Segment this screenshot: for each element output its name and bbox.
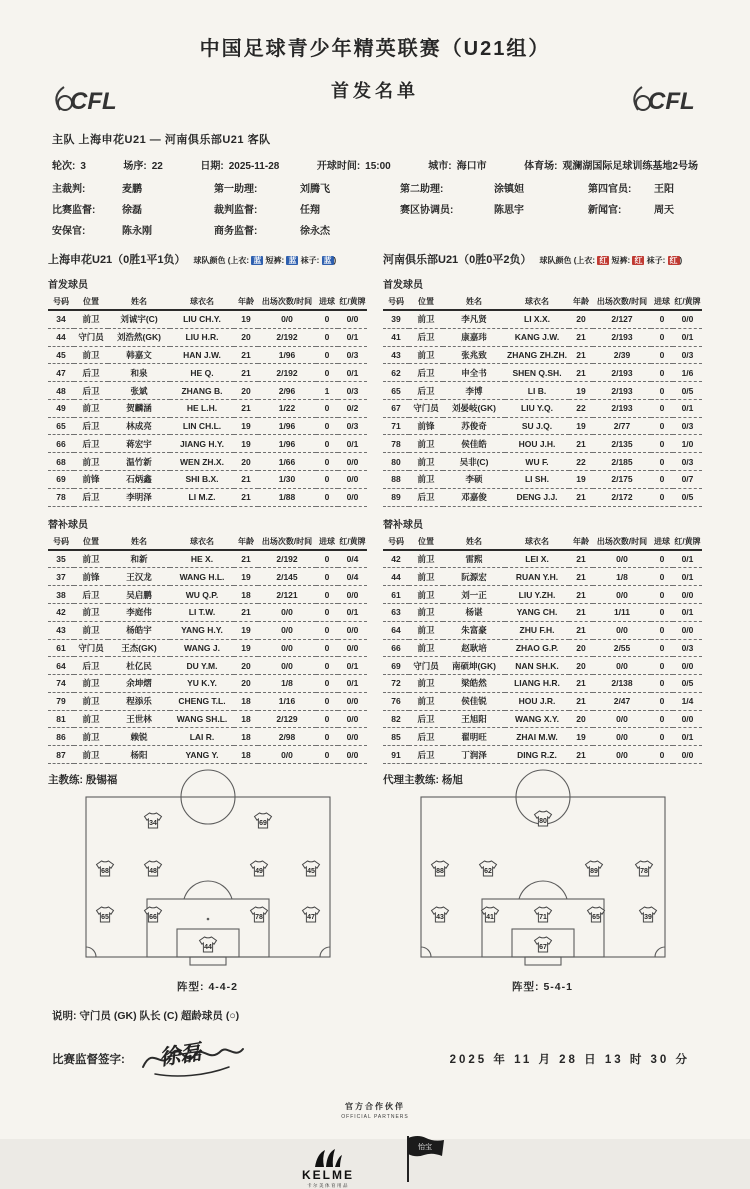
player-row: 41 后卫 康嘉玮 KANG J.W. 21 2/193 0 0/1 bbox=[383, 328, 702, 346]
formation-label: 阵型: bbox=[177, 980, 205, 993]
column-header: 位置 bbox=[409, 534, 443, 550]
officials-grid bbox=[52, 180, 698, 237]
svg-text:43: 43 bbox=[435, 914, 444, 922]
player-jersey bbox=[587, 907, 604, 922]
player-row: 34 前卫 刘诚宇(C) LIU CH.Y. 19 0/0 0 0/0 bbox=[48, 310, 367, 328]
player-jersey bbox=[302, 907, 319, 922]
logo-text: CFL bbox=[648, 88, 695, 115]
player-row: 37 前锋 王汉龙 WANG H.L. 19 2/145 0 0/4 bbox=[48, 568, 367, 586]
team-color-chip: 红 bbox=[599, 256, 608, 265]
official-label: 赛区协调员: bbox=[400, 205, 454, 216]
official-name: 刘腾飞 bbox=[300, 184, 330, 195]
svg-text:41: 41 bbox=[485, 914, 494, 922]
team-color-chip: 蓝 bbox=[253, 256, 262, 265]
column-header: 姓名 bbox=[443, 294, 505, 310]
column-header: 球衣名 bbox=[170, 294, 234, 310]
player-jersey bbox=[302, 861, 319, 876]
column-header: 球衣名 bbox=[170, 534, 234, 550]
player-row: 49 前卫 贺麟涵 HE L.H. 21 1/22 0 0/2 bbox=[48, 399, 367, 417]
team-color-chip: 红 bbox=[634, 256, 643, 265]
team-color-chip: 蓝 bbox=[288, 256, 297, 265]
official-label: 主裁判: bbox=[52, 184, 86, 195]
official-label: 安保官: bbox=[52, 226, 86, 237]
svg-text:71: 71 bbox=[538, 914, 547, 922]
away-formation-pitch bbox=[418, 795, 668, 973]
teams-section bbox=[48, 251, 702, 994]
player-jersey bbox=[96, 861, 113, 876]
official-name: 徐永杰 bbox=[300, 226, 330, 237]
flag-logo bbox=[402, 1134, 448, 1189]
svg-text:89: 89 bbox=[589, 868, 598, 876]
official-label: 第一助理: bbox=[214, 184, 258, 195]
player-row: 67 守门员 刘晏岐(GK) LIU Y.Q. 22 2/193 0 0/1 bbox=[383, 399, 702, 417]
player-jersey bbox=[199, 937, 216, 952]
column-header: 出场次数/时间 bbox=[593, 294, 651, 310]
logo-text: CFL bbox=[70, 88, 117, 115]
signature-name: 徐磊 bbox=[157, 1038, 203, 1071]
info-item: 开球时间: 15:00 bbox=[316, 161, 391, 172]
away-starters-table bbox=[383, 294, 702, 507]
info-item: 轮次: 3 bbox=[52, 161, 86, 172]
column-header: 姓名 bbox=[108, 294, 170, 310]
svg-text:44: 44 bbox=[203, 944, 212, 952]
svg-text:88: 88 bbox=[435, 868, 444, 876]
signature-label: 比赛监督签字: bbox=[52, 1053, 125, 1066]
player-row: 43 前卫 张兆致 ZHANG ZH.ZH. 21 2/39 0 0/3 bbox=[383, 346, 702, 364]
column-header: 出场次数/时间 bbox=[258, 534, 316, 550]
svg-text:78: 78 bbox=[254, 914, 263, 922]
player-row: 65 后卫 李博 LI B. 19 2/193 0 0/5 bbox=[383, 382, 702, 400]
flag-text: 怡宝 bbox=[418, 1143, 432, 1151]
player-row: 45 前卫 韩嘉文 HAN J.W. 21 1/96 0 0/3 bbox=[48, 346, 367, 364]
away-team-colors: 球队颜色 (上衣: 红 短裤: 红 袜子: 红 ) bbox=[539, 256, 683, 265]
svg-text:48: 48 bbox=[148, 868, 157, 876]
player-row: 78 前卫 侯佳皓 HOU J.H. 21 2/135 0 1/0 bbox=[383, 435, 702, 453]
player-jersey bbox=[481, 907, 498, 922]
partners-section bbox=[0, 1101, 750, 1189]
svg-text:39: 39 bbox=[643, 914, 652, 922]
column-header: 球衣名 bbox=[505, 534, 569, 550]
home-formation-caption bbox=[177, 979, 238, 994]
partners-label: 官方合作伙伴 bbox=[345, 1101, 405, 1111]
player-jersey bbox=[96, 907, 113, 922]
column-header: 出场次数/时间 bbox=[593, 534, 651, 550]
page-title: 中国足球青少年精英联赛（U21组） bbox=[199, 38, 551, 60]
player-row: 38 后卫 吴启鹏 WU Q.P. 18 2/121 0 0/0 bbox=[48, 586, 367, 604]
official-name: 麦鹏 bbox=[122, 184, 142, 195]
kelme-name: KELME bbox=[302, 1167, 354, 1182]
official-name: 任翔 bbox=[300, 205, 320, 216]
svg-text:66: 66 bbox=[148, 914, 157, 922]
column-header: 姓名 bbox=[108, 534, 170, 550]
svg-text:67: 67 bbox=[538, 944, 547, 952]
formation-label: 阵型: bbox=[512, 980, 540, 993]
kelme-logo bbox=[302, 1148, 354, 1189]
player-row: 79 前卫 程添乐 CHENG T.L. 18 1/16 0 0/0 bbox=[48, 692, 367, 710]
away-team-name: 河南俱乐部U21（0胜0平2负） bbox=[383, 254, 532, 266]
player-row: 62 后卫 申全书 SHEN Q.SH. 21 2/193 0 1/6 bbox=[383, 364, 702, 382]
away-coach-line bbox=[383, 772, 702, 787]
info-item: 体育场: 观澜湖国际足球训练基地2号场 bbox=[524, 161, 698, 172]
home-subs-table bbox=[48, 534, 367, 764]
column-header: 位置 bbox=[74, 294, 108, 310]
player-row: 87 前卫 杨阳 YANG Y. 18 0/0 0 0/0 bbox=[48, 746, 367, 764]
kelme-subtext: 卡尔美体育用品 bbox=[307, 1182, 349, 1188]
home-formation-pitch bbox=[83, 795, 333, 973]
column-header: 号码 bbox=[48, 294, 74, 310]
official-name: 王阳 bbox=[654, 184, 674, 195]
player-jersey bbox=[254, 813, 271, 828]
away-starters-label: 首发球员 bbox=[383, 280, 423, 291]
player-row: 89 后卫 邓嘉俊 DENG J.J. 21 2/172 0 0/5 bbox=[383, 488, 702, 506]
info-item: 场序: 22 bbox=[123, 161, 163, 172]
player-row: 48 后卫 张斌 ZHANG B. 20 2/96 1 0/3 bbox=[48, 382, 367, 400]
home-coach-line bbox=[48, 772, 367, 787]
column-header: 号码 bbox=[48, 534, 74, 550]
column-header: 进球 bbox=[316, 534, 338, 550]
kelme-claw-icon bbox=[313, 1148, 343, 1168]
official-name: 陈思宇 bbox=[494, 205, 524, 216]
home-formation-value: 4-4-2 bbox=[208, 980, 238, 993]
player-jersey bbox=[431, 861, 448, 876]
official-label: 第四官员: bbox=[588, 184, 632, 195]
cfl-logo-left bbox=[50, 76, 122, 127]
player-row: 71 前锋 苏俊奇 SU J.Q. 19 2/77 0 0/3 bbox=[383, 417, 702, 435]
supervisor-signature bbox=[133, 1037, 253, 1081]
away-subs-label: 替补球员 bbox=[383, 519, 423, 531]
player-jersey bbox=[144, 813, 161, 828]
home-formation-players bbox=[96, 813, 319, 952]
svg-text:34: 34 bbox=[148, 820, 157, 828]
cfl-logo-right bbox=[628, 76, 700, 127]
partners-label-en: OFFICIAL PARTNERS bbox=[341, 1113, 409, 1120]
official-name: 陈永刚 bbox=[122, 226, 152, 237]
column-header: 进球 bbox=[316, 294, 338, 310]
away-coach-label: 代理主教练: bbox=[383, 773, 439, 786]
away-formation-caption bbox=[512, 979, 573, 994]
player-row: 65 后卫 林成亮 LIN CH.L. 19 1/96 0 0/3 bbox=[48, 417, 367, 435]
column-header: 年龄 bbox=[234, 294, 258, 310]
home-coach-label: 主教练: bbox=[48, 773, 83, 786]
official-label: 裁判监督: bbox=[214, 205, 258, 216]
column-header: 姓名 bbox=[443, 534, 505, 550]
player-jersey bbox=[250, 907, 267, 922]
away-team-section bbox=[383, 251, 702, 994]
matchup-line: 主队 上海申花U21 — 河南俱乐部U21 客队 bbox=[52, 134, 271, 146]
team-color-chip: 红 bbox=[669, 256, 678, 265]
column-header: 红/黄牌 bbox=[673, 534, 702, 550]
svg-text:49: 49 bbox=[254, 868, 263, 876]
column-header: 号码 bbox=[383, 294, 409, 310]
player-row: 81 前卫 王世林 WANG SH.L. 18 2/129 0 0/0 bbox=[48, 710, 367, 728]
column-header: 红/黄牌 bbox=[673, 294, 702, 310]
player-row: 42 前卫 雷熙 LEI X. 21 0/0 0 0/1 bbox=[383, 550, 702, 568]
match-info-row bbox=[52, 157, 698, 172]
player-row: 82 后卫 王旭阳 WANG X.Y. 20 0/0 0 0/0 bbox=[383, 710, 702, 728]
player-jersey bbox=[585, 861, 602, 876]
home-team-colors: 球队颜色 (上衣: 蓝 短裤: 蓝 袜子: 蓝 ) bbox=[193, 256, 337, 265]
match-datetime: 2025 年 11 月 28 日 13 时 30 分 bbox=[449, 1053, 690, 1066]
player-row: 78 后卫 李明泽 LI M.Z. 21 1/88 0 0/0 bbox=[48, 488, 367, 506]
player-row: 74 前卫 余坤熠 YU K.Y. 20 1/8 0 0/1 bbox=[48, 675, 367, 693]
player-row: 88 前卫 李硕 LI SH. 19 2/175 0 0/7 bbox=[383, 471, 702, 489]
column-header: 进球 bbox=[651, 294, 673, 310]
player-row: 35 前卫 和新 HE X. 21 2/192 0 0/4 bbox=[48, 550, 367, 568]
column-header: 出场次数/时间 bbox=[258, 294, 316, 310]
home-team-name: 上海申花U21（0胜1平1负） bbox=[48, 254, 186, 266]
player-row: 47 后卫 和泉 HE Q. 21 2/192 0 0/1 bbox=[48, 364, 367, 382]
player-row: 91 后卫 丁润泽 DING R.Z. 21 0/0 0 0/0 bbox=[383, 746, 702, 764]
player-jersey bbox=[534, 937, 551, 952]
column-header: 位置 bbox=[74, 534, 108, 550]
player-row: 68 前卫 温竹新 WEN ZH.X. 20 1/66 0 0/0 bbox=[48, 453, 367, 471]
notes-line: 说明: 守门员 (GK) 队长 (C) 超龄球员 (○) bbox=[52, 1009, 240, 1022]
svg-text:69: 69 bbox=[258, 820, 267, 828]
column-header: 年龄 bbox=[234, 534, 258, 550]
column-header: 年龄 bbox=[569, 534, 593, 550]
page-subtitle: 首发名单 bbox=[331, 81, 419, 101]
home-starters-label: 首发球员 bbox=[48, 280, 88, 291]
player-row: 86 前卫 赖锐 LAI R. 18 2/98 0 0/0 bbox=[48, 728, 367, 746]
info-item: 日期: 2025-11-28 bbox=[200, 161, 280, 172]
player-row: 63 前卫 杨谌 YANG CH. 21 1/11 0 0/1 bbox=[383, 603, 702, 621]
official-label: 商务监督: bbox=[214, 226, 258, 237]
svg-text:47: 47 bbox=[306, 914, 315, 922]
column-header: 位置 bbox=[409, 294, 443, 310]
column-header: 年龄 bbox=[569, 294, 593, 310]
player-row: 69 守门员 南硕坤(GK) NAN SH.K. 20 0/0 0 0/0 bbox=[383, 657, 702, 675]
player-jersey bbox=[144, 861, 161, 876]
column-header: 进球 bbox=[651, 534, 673, 550]
player-row: 44 守门员 刘浩然(GK) LIU H.R. 20 2/192 0 0/1 bbox=[48, 328, 367, 346]
home-coach-name: 殷锡福 bbox=[85, 773, 118, 786]
column-header: 红/黄牌 bbox=[338, 294, 367, 310]
player-row: 44 前卫 阮源宏 RUAN Y.H. 21 1/8 0 0/1 bbox=[383, 568, 702, 586]
player-row: 43 前卫 杨皓宇 YANG H.Y. 19 0/0 0 0/0 bbox=[48, 621, 367, 639]
official-label: 第二助理: bbox=[400, 184, 444, 195]
player-row: 39 前卫 李凡贤 LI X.X. 20 2/127 0 0/0 bbox=[383, 310, 702, 328]
away-coach-name: 杨旭 bbox=[441, 773, 463, 786]
signature-row bbox=[52, 1037, 690, 1081]
svg-text:80: 80 bbox=[538, 818, 547, 826]
player-row: 42 前卫 李庭伟 LI T.W. 21 0/0 0 0/1 bbox=[48, 603, 367, 621]
player-row: 61 前卫 刘一正 LIU Y.ZH. 21 0/0 0 0/0 bbox=[383, 586, 702, 604]
official-name: 徐磊 bbox=[122, 205, 142, 216]
svg-text:78: 78 bbox=[639, 868, 648, 876]
player-jersey bbox=[534, 907, 551, 922]
column-header: 号码 bbox=[383, 534, 409, 550]
player-jersey bbox=[479, 861, 496, 876]
svg-text:65: 65 bbox=[591, 914, 600, 922]
team-color-chip: 蓝 bbox=[323, 256, 332, 265]
home-starters-table bbox=[48, 294, 367, 507]
player-row: 85 后卫 翟明旺 ZHAI M.W. 19 0/0 0 0/1 bbox=[383, 728, 702, 746]
info-item: 城市: 海口市 bbox=[428, 161, 487, 172]
away-subs-table bbox=[383, 534, 702, 764]
player-jersey bbox=[250, 861, 267, 876]
svg-text:68: 68 bbox=[100, 868, 109, 876]
pennant-flag-icon bbox=[402, 1134, 448, 1184]
player-row: 64 后卫 杜亿民 DU Y.M. 20 0/0 0 0/1 bbox=[48, 657, 367, 675]
official-name: 周天 bbox=[654, 205, 674, 216]
column-header: 红/黄牌 bbox=[338, 534, 367, 550]
svg-text:65: 65 bbox=[100, 914, 109, 922]
player-jersey bbox=[431, 907, 448, 922]
column-header: 球衣名 bbox=[505, 294, 569, 310]
svg-text:45: 45 bbox=[306, 868, 315, 876]
official-label: 新闻官: bbox=[588, 205, 622, 216]
player-row: 61 守门员 王杰(GK) WANG J. 19 0/0 0 0/0 bbox=[48, 639, 367, 657]
player-row: 66 前卫 赵耿培 ZHAO G.P. 20 2/55 0 0/3 bbox=[383, 639, 702, 657]
svg-text:62: 62 bbox=[483, 868, 492, 876]
home-team-section bbox=[48, 251, 367, 994]
player-row: 64 前卫 朱富豪 ZHU F.H. 21 0/0 0 0/0 bbox=[383, 621, 702, 639]
player-row: 66 后卫 蒋宏宇 JIANG H.Y. 19 1/96 0 0/1 bbox=[48, 435, 367, 453]
player-row: 80 前卫 吴非(C) WU F. 22 2/185 0 0/3 bbox=[383, 453, 702, 471]
player-jersey bbox=[639, 907, 656, 922]
official-label: 比赛监督: bbox=[52, 205, 96, 216]
player-jersey bbox=[635, 861, 652, 876]
official-name: 涂镇妲 bbox=[494, 184, 524, 195]
player-row: 69 前锋 石炳鑫 SHI B.X. 21 1/30 0 0/0 bbox=[48, 471, 367, 489]
away-formation-value: 5-4-1 bbox=[543, 980, 573, 993]
home-subs-label: 替补球员 bbox=[48, 519, 88, 531]
player-row: 76 前卫 侯佳锐 HOU J.R. 21 2/47 0 1/4 bbox=[383, 692, 702, 710]
player-row: 72 前卫 梁皓然 LIANG H.R. 21 2/138 0 0/5 bbox=[383, 675, 702, 693]
